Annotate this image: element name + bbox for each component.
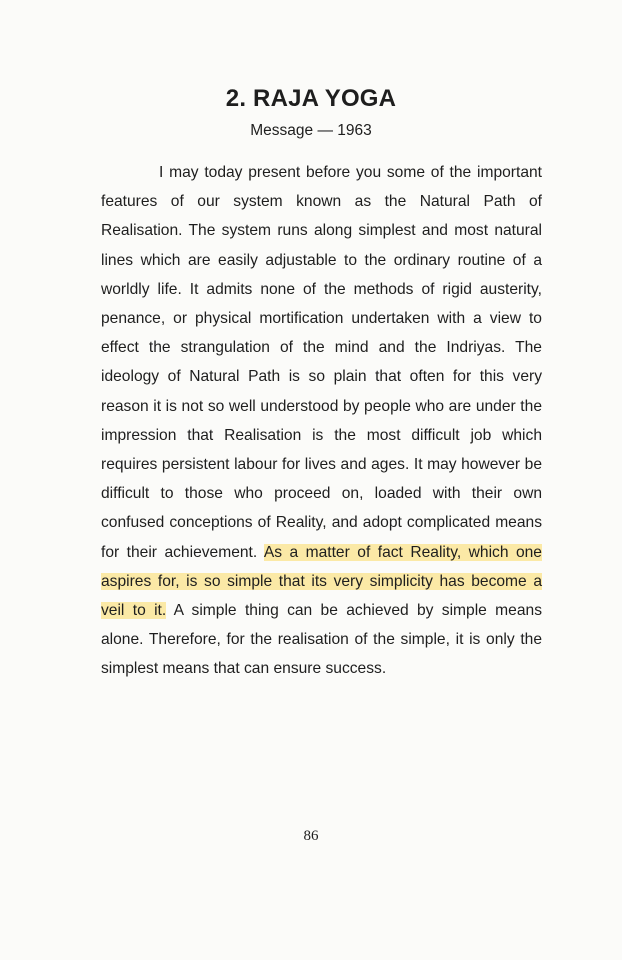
chapter-subtitle: Message — 1963 [250, 122, 372, 139]
paragraph-text-after-highlight: A simple thing can be achieved by simple means alone. Therefore, for the realisation of the simple, it is only the simplest means that can ensure success. [101, 602, 542, 678]
paragraph-text-before-highlight: I may today present before you some of the important features of our system known as the Natural Path of Realisation. The system runs along simplest and most natural lines which are easily adjustable to the ordinary routine of a worldly life. It admits none of the methods of rigid austerity, penance, or physical mortification undertaken with a view to effect the strangulation of the mind and the Indriyas. The ideology of Natural Path is so plain that often for this very reason it is not so well understood by people who are under the impression that Realisation is the most difficult job which requires persistent labour for lives and ages. It may however be difficult to those who proceed on, loaded with their own confused conceptions of Reality, and adopt complicated means for their achievement. [101, 164, 542, 561]
page-number: 86 [303, 828, 319, 844]
chapter-title: 2. RAJA YOGA [225, 85, 397, 112]
body-paragraph [101, 158, 542, 684]
highlighted-sentence[interactable]: As a matter of fact Reality, which one aspires for, is so simple that its very simplicity has become a veil to it. [101, 543, 542, 620]
